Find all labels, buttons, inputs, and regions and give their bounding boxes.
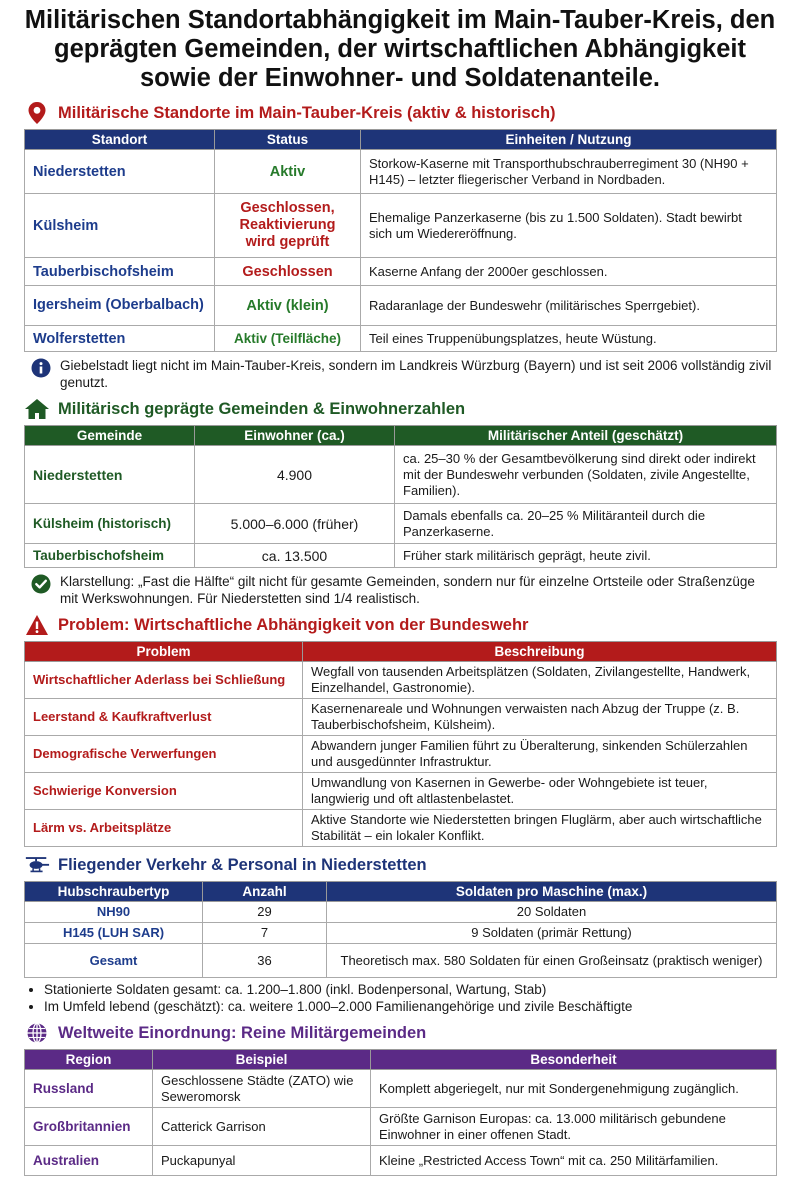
nutzung-cell: Kaserne Anfang der 2000er geschlossen. [361, 258, 777, 286]
anzahl-cell: 7 [203, 923, 327, 944]
status-cell: Aktiv (klein) [215, 286, 361, 326]
table-row [25, 504, 777, 544]
region-cell: Australien [25, 1146, 153, 1176]
anzahl-cell: 36 [203, 944, 327, 978]
standort-cell: Niederstetten [25, 150, 215, 194]
standorte-table [24, 129, 777, 352]
typ-cell: NH90 [25, 902, 203, 923]
status-cell: Geschlossen, Reaktivierung wird geprüft [215, 194, 361, 258]
table-row [25, 326, 777, 352]
location-pin-icon [24, 101, 50, 125]
col-gemeinde: Gemeinde [25, 426, 195, 446]
section-weltweit-heading [24, 1021, 776, 1045]
problem-cell: Lärm vs. Arbeitsplätze [25, 810, 303, 847]
section-verkehr-title: Fliegender Verkehr & Personal in Niederstetten [58, 855, 427, 874]
anteil-cell: Früher stark militärisch geprägt, heute zivil. [395, 544, 777, 568]
table-row [25, 699, 777, 736]
col-standort: Standort [25, 130, 215, 150]
soldaten-cell: 9 Soldaten (primär Rettung) [327, 923, 777, 944]
soldaten-cell: Theoretisch max. 580 Soldaten für einen Großeinsatz (praktisch weniger) [327, 944, 777, 978]
besonderheit-cell: Größte Garnison Europas: ca. 13.000 militärisch gebundene Einwohner in einer offenen Stadt. [371, 1108, 777, 1146]
col-beschreibung: Beschreibung [303, 642, 777, 662]
table-row [25, 902, 777, 923]
section-gemeinden-title: Militärisch geprägte Gemeinden & Einwohnerzahlen [58, 399, 466, 418]
einwohner-cell: 4.900 [195, 446, 395, 504]
section-weltweit-title: Weltweite Einordnung: Reine Militärgemeinden [58, 1023, 427, 1042]
nutzung-cell: Storkow-Kaserne mit Transporthubschrauberregiment 30 (NH90 + H145) – letzter fliegerischer Verband in Nordbaden. [361, 150, 777, 194]
section-problem-heading [24, 613, 776, 637]
col-anteil: Militärischer Anteil (geschätzt) [395, 426, 777, 446]
table-row [25, 944, 777, 978]
anteil-cell: Damals ebenfalls ca. 20–25 % Militäranteil durch die Panzerkaserne. [395, 504, 777, 544]
anzahl-cell: 29 [203, 902, 327, 923]
anteil-cell: ca. 25–30 % der Gesamtbevölkerung sind direkt oder indirekt mit der Bundeswehr verbunden (Soldaten, zivile Angestellte, Familien). [395, 446, 777, 504]
nutzung-cell: Radaranlage der Bundeswehr (militärisches Sperrgebiet). [361, 286, 777, 326]
klarstellung-note-text: Klarstellung: „Fast die Hälfte“ gilt nicht für gesamte Gemeinden, sondern nur für einzelne Ortsteile oder Straßenzüge mit Werkswohnungen. Für Niederstetten sind 1/4 realistisch. [60, 574, 755, 606]
einwohner-cell: ca. 13.500 [195, 544, 395, 568]
giebelstadt-note-text: Giebelstadt liegt nicht im Main-Tauber-Kreis, sondern im Landkreis Würzburg (Bayern) und ist seit 2006 vollständig zivil genutzt. [60, 358, 772, 390]
table-row [25, 736, 777, 773]
gemeinden-table [24, 425, 777, 568]
house-icon [24, 397, 50, 421]
beispiel-cell: Catterick Garrison [153, 1108, 371, 1146]
soldaten-cell: 20 Soldaten [327, 902, 777, 923]
page-title: Militärischen Standortabhängigkeit im Main-Tauber-Kreis, den geprägten Gemeinden, der wirtschaftlichen Abhängigkeit sowie der Einwohner- und Soldatenanteile. [24, 6, 776, 92]
col-status: Status [215, 130, 361, 150]
col-besonderheit: Besonderheit [371, 1050, 777, 1070]
col-region: Region [25, 1050, 153, 1070]
einwohner-cell: 5.000–6.000 (früher) [195, 504, 395, 544]
beispiel-cell: Puckapunyal [153, 1146, 371, 1176]
giebelstadt-note [30, 357, 776, 391]
warning-icon [24, 613, 50, 637]
table-row [25, 258, 777, 286]
nutzung-cell: Ehemalige Panzerkaserne (bis zu 1.500 Soldaten). Stadt bewirbt sich um Wiedereröffnung. [361, 194, 777, 258]
section-standorte-title: Militärische Standorte im Main-Tauber-Kreis (aktiv & historisch) [58, 103, 556, 122]
table-row [25, 773, 777, 810]
besonderheit-cell: Kleine „Restricted Access Town“ mit ca. 250 Militärfamilien. [371, 1146, 777, 1176]
besonderheit-cell: Komplett abgeriegelt, nur mit Sondergenehmigung zugänglich. [371, 1070, 777, 1108]
table-row [25, 1070, 777, 1108]
list-item: • Im Umfeld lebend (geschätzt): ca. weitere 1.000–2.000 Familienangehörige und zivile Beschäftigte [44, 998, 776, 1015]
weltweit-table [24, 1049, 777, 1176]
status-cell: Aktiv (Teilfläche) [215, 326, 361, 352]
problem-cell: Leerstand & Kaufkraftverlust [25, 699, 303, 736]
standort-cell: Igersheim (Oberbalbach) [25, 286, 215, 326]
gemeinde-cell: Niederstetten [25, 446, 195, 504]
table-row [25, 446, 777, 504]
col-beispiel: Beispiel [153, 1050, 371, 1070]
section-gemeinden-heading [24, 397, 776, 421]
section-problem-title: Problem: Wirtschaftliche Abhängigkeit von der Bundeswehr [58, 615, 529, 634]
table-row [25, 810, 777, 847]
beschreibung-cell: Abwandern junger Familien führt zu Überalterung, sinkenden Schülerzahlen und ausgedünnter Infrastruktur. [303, 736, 777, 773]
section-standorte-heading [24, 101, 776, 125]
standort-cell: Tauberbischofsheim [25, 258, 215, 286]
table-row [25, 1146, 777, 1176]
beschreibung-cell: Wegfall von tausenden Arbeitsplätzen (Soldaten, Zivilangestellte, Handwerk, Einzelhandel, Gastronomie). [303, 662, 777, 699]
gemeinde-cell: Külsheim (historisch) [25, 504, 195, 544]
section-verkehr-heading [24, 853, 776, 877]
status-cell: Aktiv [215, 150, 361, 194]
beschreibung-cell: Kasernenareale und Wohnungen verwaisten nach Abzug der Truppe (z. B. Tauberbischofsheim, Külsheim). [303, 699, 777, 736]
table-row [25, 1108, 777, 1146]
region-cell: Großbritannien [25, 1108, 153, 1146]
status-cell: Geschlossen [215, 258, 361, 286]
table-row [25, 662, 777, 699]
typ-cell: Gesamt [25, 944, 203, 978]
region-cell: Russland [25, 1070, 153, 1108]
check-circle-icon [30, 573, 52, 595]
table-row [25, 150, 777, 194]
globe-icon [24, 1021, 50, 1045]
problem-cell: Demografische Verwerfungen [25, 736, 303, 773]
col-soldaten: Soldaten pro Maschine (max.) [327, 882, 777, 902]
beschreibung-cell: Aktive Standorte wie Niederstetten bringen Fluglärm, aber auch wirtschaftliche Stabilität – ein lokaler Konflikt. [303, 810, 777, 847]
beispiel-cell: Geschlossene Städte (ZATO) wie Seweromorsk [153, 1070, 371, 1108]
info-icon [30, 357, 52, 379]
standort-cell: Külsheim [25, 194, 215, 258]
hubschrauber-table [24, 881, 777, 978]
col-typ: Hubschraubertyp [25, 882, 203, 902]
beschreibung-cell: Umwandlung von Kasernen in Gewerbe- oder Wohngebiete ist teuer, langwierig und oft altlastenbelastet. [303, 773, 777, 810]
table-row [25, 544, 777, 568]
nutzung-cell: Teil eines Truppenübungsplatzes, heute Wüstung. [361, 326, 777, 352]
col-problem: Problem [25, 642, 303, 662]
problem-table [24, 641, 777, 847]
table-row [25, 923, 777, 944]
standort-cell: Wolferstetten [25, 326, 215, 352]
table-row [25, 194, 777, 258]
klarstellung-note [30, 573, 776, 607]
list-item: • Stationierte Soldaten gesamt: ca. 1.200–1.800 (inkl. Bodenpersonal, Wartung, Stab) [44, 981, 776, 998]
problem-cell: Schwierige Konversion [25, 773, 303, 810]
col-nutzung: Einheiten / Nutzung [361, 130, 777, 150]
typ-cell: H145 (LUH SAR) [25, 923, 203, 944]
table-row [25, 286, 777, 326]
col-anzahl: Anzahl [203, 882, 327, 902]
gemeinde-cell: Tauberbischofsheim [25, 544, 195, 568]
helicopter-icon [24, 853, 50, 877]
problem-cell: Wirtschaftlicher Aderlass bei Schließung [25, 662, 303, 699]
col-einwohner: Einwohner (ca.) [195, 426, 395, 446]
personal-bullets [24, 981, 776, 1015]
